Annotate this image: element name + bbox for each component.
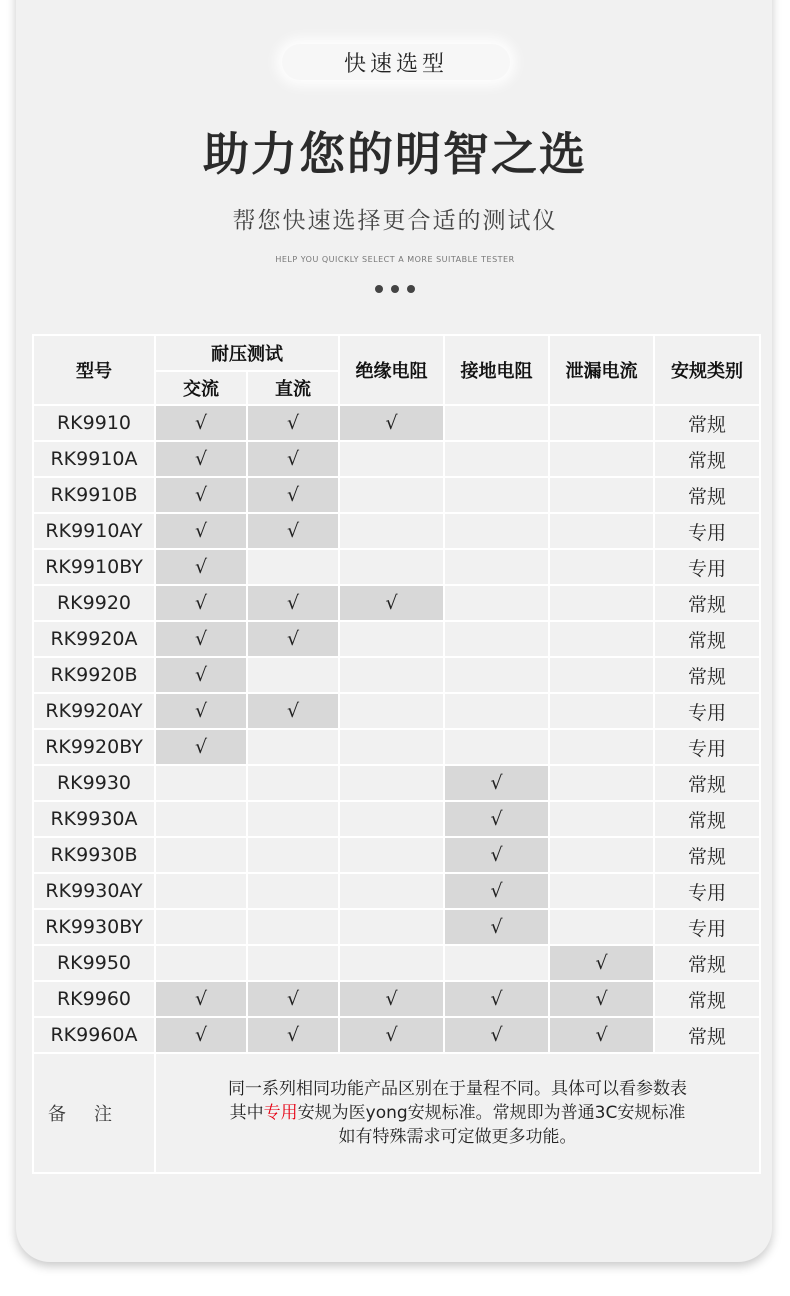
ground-cell — [445, 514, 548, 548]
dc-cell — [248, 730, 338, 764]
note-text — [156, 1054, 759, 1172]
dc-cell: √ — [248, 694, 338, 728]
dc-cell: √ — [248, 478, 338, 512]
ac-cell — [156, 946, 246, 980]
table-row — [34, 622, 759, 656]
model-cell: RK9920BY — [34, 730, 154, 764]
ac-cell: √ — [156, 658, 246, 692]
ground-cell — [445, 730, 548, 764]
header-leakage: 泄漏电流 — [550, 336, 653, 404]
header-row — [34, 336, 759, 370]
dc-cell: √ — [248, 1018, 338, 1052]
leakage-cell — [550, 838, 653, 872]
page-subtitle: 帮您快速选择更合适的测试仪 — [232, 208, 558, 234]
safety-category-cell: 常规 — [655, 766, 759, 800]
model-cell: RK9910AY — [34, 514, 154, 548]
dots-divider — [0, 285, 790, 293]
leakage-cell: √ — [550, 1018, 653, 1052]
model-cell: RK9960 — [34, 982, 154, 1016]
ground-cell — [445, 694, 548, 728]
insulation-cell — [340, 478, 443, 512]
model-cell: RK9910BY — [34, 550, 154, 584]
dc-cell — [248, 802, 338, 836]
ground-cell: √ — [445, 910, 548, 944]
ac-cell: √ — [156, 694, 246, 728]
leakage-cell — [550, 694, 653, 728]
header-ground: 接地电阻 — [445, 336, 548, 404]
safety-category-cell: 常规 — [655, 802, 759, 836]
insulation-cell — [340, 622, 443, 656]
ac-cell: √ — [156, 442, 246, 476]
note-line-2-special: 专用 — [263, 1103, 298, 1123]
insulation-cell: √ — [340, 1018, 443, 1052]
safety-category-cell: 专用 — [655, 910, 759, 944]
safety-category-cell: 专用 — [655, 514, 759, 548]
leakage-cell — [550, 622, 653, 656]
safety-category-cell: 常规 — [655, 442, 759, 476]
model-cell: RK9930BY — [34, 910, 154, 944]
table-row — [34, 802, 759, 836]
ac-cell: √ — [156, 478, 246, 512]
model-cell: RK9920B — [34, 658, 154, 692]
ac-cell: √ — [156, 730, 246, 764]
ground-cell — [445, 586, 548, 620]
safety-category-cell: 常规 — [655, 586, 759, 620]
model-cell: RK9910A — [34, 442, 154, 476]
ground-cell: √ — [445, 838, 548, 872]
dc-cell: √ — [248, 406, 338, 440]
leakage-cell — [550, 658, 653, 692]
dc-cell — [248, 874, 338, 908]
ground-cell — [445, 658, 548, 692]
leakage-cell — [550, 766, 653, 800]
ground-cell: √ — [445, 982, 548, 1016]
model-cell: RK9950 — [34, 946, 154, 980]
safety-category-cell: 专用 — [655, 694, 759, 728]
table-row — [34, 586, 759, 620]
dc-cell — [248, 550, 338, 584]
ac-cell — [156, 838, 246, 872]
page-title: 助力您的明智之选 — [203, 127, 587, 181]
dot — [407, 285, 415, 293]
model-cell: RK9920A — [34, 622, 154, 656]
leakage-cell — [550, 442, 653, 476]
note-label: 备注 — [34, 1054, 154, 1172]
table-row — [34, 982, 759, 1016]
insulation-cell — [340, 766, 443, 800]
model-cell: RK9930 — [34, 766, 154, 800]
header-withstand: 耐压测试 — [156, 336, 338, 370]
model-cell: RK9960A — [34, 1018, 154, 1052]
leakage-cell — [550, 586, 653, 620]
header-model: 型号 — [34, 336, 154, 404]
header-safety: 安规类别 — [655, 336, 759, 404]
table-row — [34, 442, 759, 476]
dc-cell: √ — [248, 622, 338, 656]
table-row — [34, 838, 759, 872]
insulation-cell — [340, 658, 443, 692]
model-cell: RK9920AY — [34, 694, 154, 728]
insulation-cell — [340, 550, 443, 584]
dot — [391, 285, 399, 293]
safety-category-cell: 常规 — [655, 982, 759, 1016]
model-cell: RK9910B — [34, 478, 154, 512]
header-dc: 直流 — [248, 372, 338, 404]
safety-category-cell: 专用 — [655, 550, 759, 584]
insulation-cell — [340, 946, 443, 980]
header-insulation: 绝缘电阻 — [340, 336, 443, 404]
ground-cell — [445, 442, 548, 476]
leakage-cell — [550, 514, 653, 548]
note-line-2 — [156, 1101, 759, 1125]
insulation-cell: √ — [340, 982, 443, 1016]
model-cell: RK9930A — [34, 802, 154, 836]
note-line-1: 同一系列相同功能产品区别在于量程不同。具体可以看参数表 — [228, 1079, 687, 1099]
ground-cell — [445, 406, 548, 440]
ground-cell — [445, 946, 548, 980]
model-cell: RK9930B — [34, 838, 154, 872]
table-row — [34, 1018, 759, 1052]
model-cell: RK9910 — [34, 406, 154, 440]
safety-category-cell: 常规 — [655, 1018, 759, 1052]
ac-cell — [156, 766, 246, 800]
table-row — [34, 910, 759, 944]
safety-category-cell: 常规 — [655, 406, 759, 440]
safety-category-cell: 常规 — [655, 838, 759, 872]
insulation-cell: √ — [340, 406, 443, 440]
leakage-cell — [550, 802, 653, 836]
insulation-cell — [340, 514, 443, 548]
ground-cell: √ — [445, 1018, 548, 1052]
table-row — [34, 478, 759, 512]
insulation-cell — [340, 802, 443, 836]
ground-cell: √ — [445, 766, 548, 800]
safety-category-cell: 专用 — [655, 730, 759, 764]
leakage-cell — [550, 910, 653, 944]
dot — [375, 285, 383, 293]
ac-cell: √ — [156, 622, 246, 656]
leakage-cell — [550, 730, 653, 764]
ac-cell: √ — [156, 406, 246, 440]
table-row — [34, 406, 759, 440]
safety-category-cell: 常规 — [655, 478, 759, 512]
table-row — [34, 514, 759, 548]
insulation-cell — [340, 874, 443, 908]
insulation-cell — [340, 442, 443, 476]
table-row — [34, 658, 759, 692]
dc-cell: √ — [248, 442, 338, 476]
ac-cell: √ — [156, 550, 246, 584]
ground-cell: √ — [445, 874, 548, 908]
selection-table — [32, 334, 761, 1174]
dc-cell — [248, 766, 338, 800]
insulation-cell — [340, 838, 443, 872]
dc-cell — [248, 658, 338, 692]
leakage-cell: √ — [550, 982, 653, 1016]
safety-category-cell: 常规 — [655, 622, 759, 656]
dc-cell: √ — [248, 982, 338, 1016]
dc-cell: √ — [248, 586, 338, 620]
english-tagline: HELP YOU QUICKLY SELECT A MORE SUITABLE TESTER — [275, 255, 515, 264]
header-ac: 交流 — [156, 372, 246, 404]
table-row — [34, 550, 759, 584]
dc-cell: √ — [248, 514, 338, 548]
insulation-cell: √ — [340, 586, 443, 620]
safety-category-cell: 专用 — [655, 874, 759, 908]
model-cell: RK9920 — [34, 586, 154, 620]
insulation-cell — [340, 694, 443, 728]
note-line-3: 如有特殊需求可定做更多功能。 — [338, 1127, 577, 1147]
ac-cell — [156, 874, 246, 908]
dc-cell — [248, 838, 338, 872]
table-row — [34, 946, 759, 980]
table-row — [34, 694, 759, 728]
ground-cell: √ — [445, 802, 548, 836]
table-row — [34, 874, 759, 908]
ac-cell — [156, 910, 246, 944]
ac-cell: √ — [156, 514, 246, 548]
ac-cell — [156, 802, 246, 836]
note-line-2-post: 安规为医yong安规标准。常规即为普通3C安规标准 — [297, 1103, 686, 1123]
ground-cell — [445, 550, 548, 584]
note-row — [34, 1054, 759, 1172]
ac-cell: √ — [156, 982, 246, 1016]
note-line-2-pre: 其中 — [229, 1103, 264, 1123]
dc-cell — [248, 946, 338, 980]
leakage-cell — [550, 550, 653, 584]
insulation-cell — [340, 910, 443, 944]
ground-cell — [445, 622, 548, 656]
section-pill: 快速选型 — [282, 44, 510, 80]
safety-category-cell: 常规 — [655, 946, 759, 980]
table-row — [34, 766, 759, 800]
dc-cell — [248, 910, 338, 944]
leakage-cell: √ — [550, 946, 653, 980]
leakage-cell — [550, 874, 653, 908]
table-row — [34, 730, 759, 764]
safety-category-cell: 常规 — [655, 658, 759, 692]
ground-cell — [445, 478, 548, 512]
ac-cell: √ — [156, 1018, 246, 1052]
leakage-cell — [550, 478, 653, 512]
model-cell: RK9930AY — [34, 874, 154, 908]
ac-cell: √ — [156, 586, 246, 620]
leakage-cell — [550, 406, 653, 440]
insulation-cell — [340, 730, 443, 764]
